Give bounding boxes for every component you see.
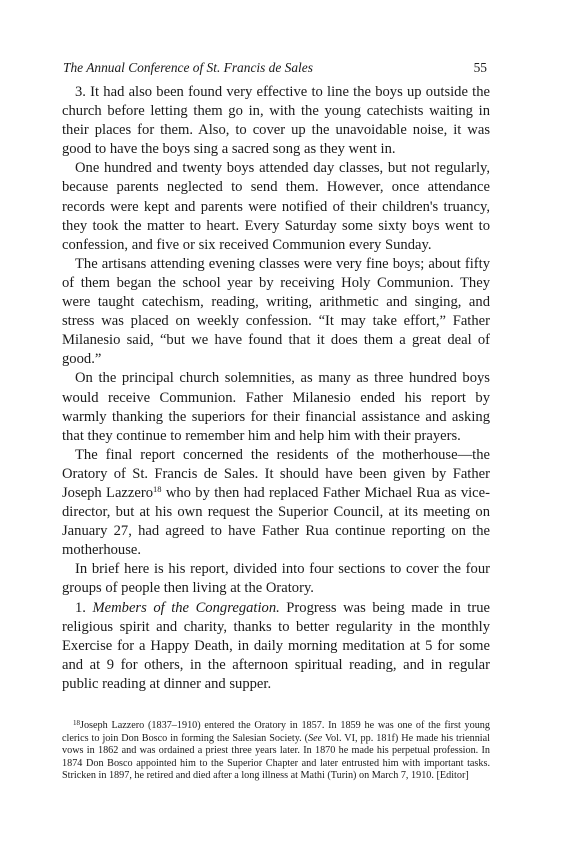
paragraph-text: Progress was being made in true religious spirit and charity, thanks to better regularity in the monthly Exercise for a Happy Death, in daily morning meditation at 5 for some and at 9 for others, in the afternoon spiritual reading, and in regular public reading at dinner and supper. xyxy=(62,599,490,692)
section-heading: Members of the Congregation. xyxy=(92,599,280,616)
paragraph: In brief here is his report, divided into four sections to cover the four groups of people then living at the Oratory. xyxy=(62,561,490,597)
footnote xyxy=(62,720,490,783)
footnote-text: Joseph Lazzero (1837–1910) entered the Oratory in 1857. In 1859 he was one of the first young clerics to join Don Bosco in forming the Salesian Society. ( xyxy=(62,720,490,744)
footnote-reference[interactable]: 18 xyxy=(153,483,162,494)
paragraph: 3. It had also been found very effective to line the boys up outside the church before letting them go in, with the young catechists waiting in their places for them. Also, to cover up the unavoidable noise, it was good to have the boys sing a sacred song as they went in. xyxy=(62,84,490,158)
paragraph: The artisans attending evening classes were very fine boys; about fifty of them began the school year by receiving Holy Communion. They were taught catechism, reading, writing, arithmetic and singing, and stress was placed on weekly confession. “It may take effort,” Father Milanesio said, “but we have found that it does them a great deal of good.” xyxy=(62,255,490,368)
running-head xyxy=(63,59,487,77)
body-text xyxy=(62,83,490,694)
section-number: 1. xyxy=(75,599,93,616)
footnote-see: See xyxy=(308,732,323,744)
page-number: 55 xyxy=(473,60,487,75)
footnote-mark: 18 xyxy=(73,719,80,727)
paragraph xyxy=(62,446,490,561)
paragraph: On the principal church solemnities, as many as three hundred boys would receive Communion. Father Milanesio ended his report by warmly thanking the superiors for their financial assistance and asking that they continue to remember him and help him with their prayers. xyxy=(62,370,490,444)
footnote-text: Vol. VI, pp. 181f) He made his triennial vows in 1862 and was ordained a priest three years later. In 1870 he made his perpetual profession. In 1874 Don Bosco appointed him to the Superior Chapter and later entrusted him with important tasks. Stricken in 1897, he retired and died after a long illness at Mathi (Turin) on March 7, 1910. [Editor] xyxy=(62,732,490,781)
paragraph: One hundred and twenty boys attended day classes, but not regularly, because parents neglected to send them. However, once attendance records were kept and parents were notified of their children's truancy, they took the matter to heart. Every Saturday some sixty boys went to confession, and five or six received Communion every Sunday. xyxy=(62,160,490,253)
paragraph-text: who by then had replaced Father Michael Rua as vice-director, but at his own request the Superior Council, at its meeting on January 27, had agreed to have Father Rua continue reporting on the motherhouse. xyxy=(62,484,490,559)
paragraph xyxy=(62,599,490,694)
running-title: The Annual Conference of St. Francis de Sales xyxy=(63,60,313,75)
paragraph-text: The final report concerned the residents of the motherhouse—the Oratory of St. Francis de Sales. It should have been given by Father Joseph Lazzero xyxy=(62,446,490,501)
